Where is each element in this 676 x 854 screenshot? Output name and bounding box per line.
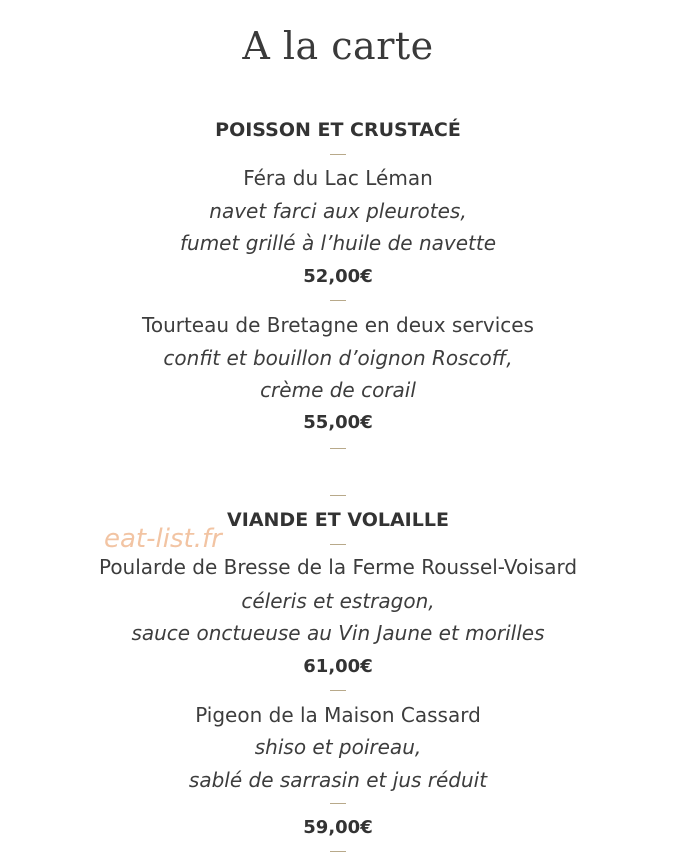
- dish-name: Poularde de Bresse de la Ferme Roussel-Voisard: [98, 555, 578, 579]
- page-title: A la carte: [242, 24, 434, 68]
- dish-price: 61,00€: [303, 656, 373, 677]
- divider: [330, 851, 346, 852]
- divider: [330, 154, 346, 155]
- section-heading-poisson: POISSON ET CRUSTACÉ: [215, 119, 461, 141]
- divider: [330, 300, 346, 301]
- divider: [330, 544, 346, 545]
- dish-description-line: céleris et estragon,: [241, 589, 435, 613]
- dish-description-line: sablé de sarrasin et jus réduit: [188, 768, 488, 792]
- dish-description-line: confit et bouillon d’oignon Roscoff,: [163, 346, 513, 370]
- divider: [330, 448, 346, 449]
- dish-price: 59,00€: [303, 817, 373, 838]
- dish-name: Féra du Lac Léman: [243, 166, 433, 190]
- dish-description-line: crème de corail: [260, 378, 416, 402]
- divider: [330, 495, 346, 496]
- dish-name: Tourteau de Bretagne en deux services: [142, 313, 534, 337]
- dish-description-line: shiso et poireau,: [254, 735, 422, 759]
- dish-price: 55,00€: [303, 412, 373, 433]
- dish-description-line: fumet grillé à l’huile de navette: [179, 231, 497, 255]
- dish-description-line: navet farci aux pleurotes,: [209, 199, 467, 223]
- section-heading-viande: VIANDE ET VOLAILLE: [227, 509, 449, 531]
- dish-name: Pigeon de la Maison Cassard: [195, 703, 481, 727]
- divider: [330, 803, 346, 804]
- divider: [330, 690, 346, 691]
- dish-description-line: sauce onctueuse au Vin Jaune et morilles: [131, 621, 545, 645]
- watermark: eat-list.fr: [104, 524, 222, 554]
- dish-price: 52,00€: [303, 266, 373, 287]
